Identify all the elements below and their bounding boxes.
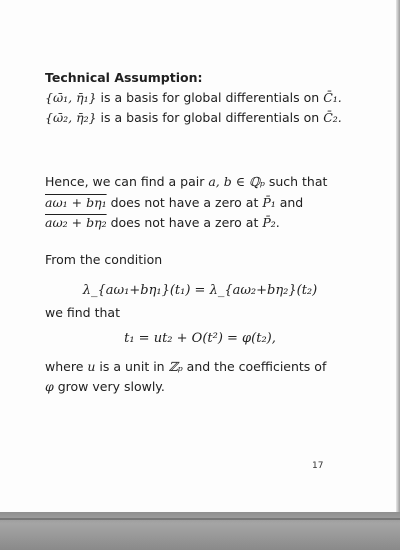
we-find: we find that: [45, 305, 120, 320]
result-equation: t₁ = ut₂ + O(t²) = φ(t₂),: [124, 331, 276, 346]
basis-text-2: is a basis for global differentials on: [96, 110, 324, 125]
zero-expr-1: aω₁ + bη₁: [45, 195, 107, 210]
curve-1: C̄₁.: [323, 90, 342, 105]
page-number: 17: [312, 461, 324, 471]
unit-u: u: [87, 359, 96, 374]
zero-tail-2: .: [275, 215, 280, 230]
phi-symbol: φ: [45, 379, 54, 394]
basis-line-2: [45, 108, 342, 128]
from-condition: From the condition: [45, 252, 163, 267]
zero-tail-1: and: [275, 195, 304, 210]
paper-edge-shadow: [396, 0, 400, 512]
where-tail: and the coefficients of: [182, 359, 327, 374]
zp-symbol: ℤₚ: [168, 359, 183, 374]
basis-set-2: {ω̄₂, η̄₂}: [45, 110, 97, 125]
zero-text-1: does not have a zero at: [106, 195, 263, 210]
curve-2: C̄₂.: [323, 110, 342, 125]
basis-line-1: [45, 88, 342, 108]
pair-line: [45, 172, 327, 192]
zero-text-2: does not have a zero at: [106, 215, 263, 230]
zero-expr-2: aω₂ + bη₂: [45, 215, 107, 230]
heading: Technical Assumption:: [45, 70, 203, 85]
condition-equation: λ_{aω₁+bη₁}(t₁) = λ_{aω₂+bη₂}(t₂): [82, 283, 318, 298]
zero-point-2: P̄₂: [262, 215, 276, 230]
pair-intro: Hence, we can find a pair: [45, 174, 209, 189]
where-pre: where: [45, 359, 88, 374]
zero-line-2: [45, 213, 280, 233]
zero-line-1: [45, 193, 303, 213]
scanner-bottom-band: [0, 512, 400, 550]
pair-tail: such that: [264, 174, 328, 189]
basis-text-1: is a basis for global differentials on: [96, 90, 324, 105]
where-line: [45, 357, 326, 377]
zero-point-1: P̄₁: [262, 195, 276, 210]
where-mid: is a unit in: [95, 359, 169, 374]
pair-vars: a, b ∈ ℚₚ: [208, 174, 265, 189]
phi-tail: grow very slowly.: [53, 379, 165, 394]
phi-line: [45, 377, 165, 397]
basis-set-1: {ω̄₁, η̄₁}: [45, 90, 97, 105]
